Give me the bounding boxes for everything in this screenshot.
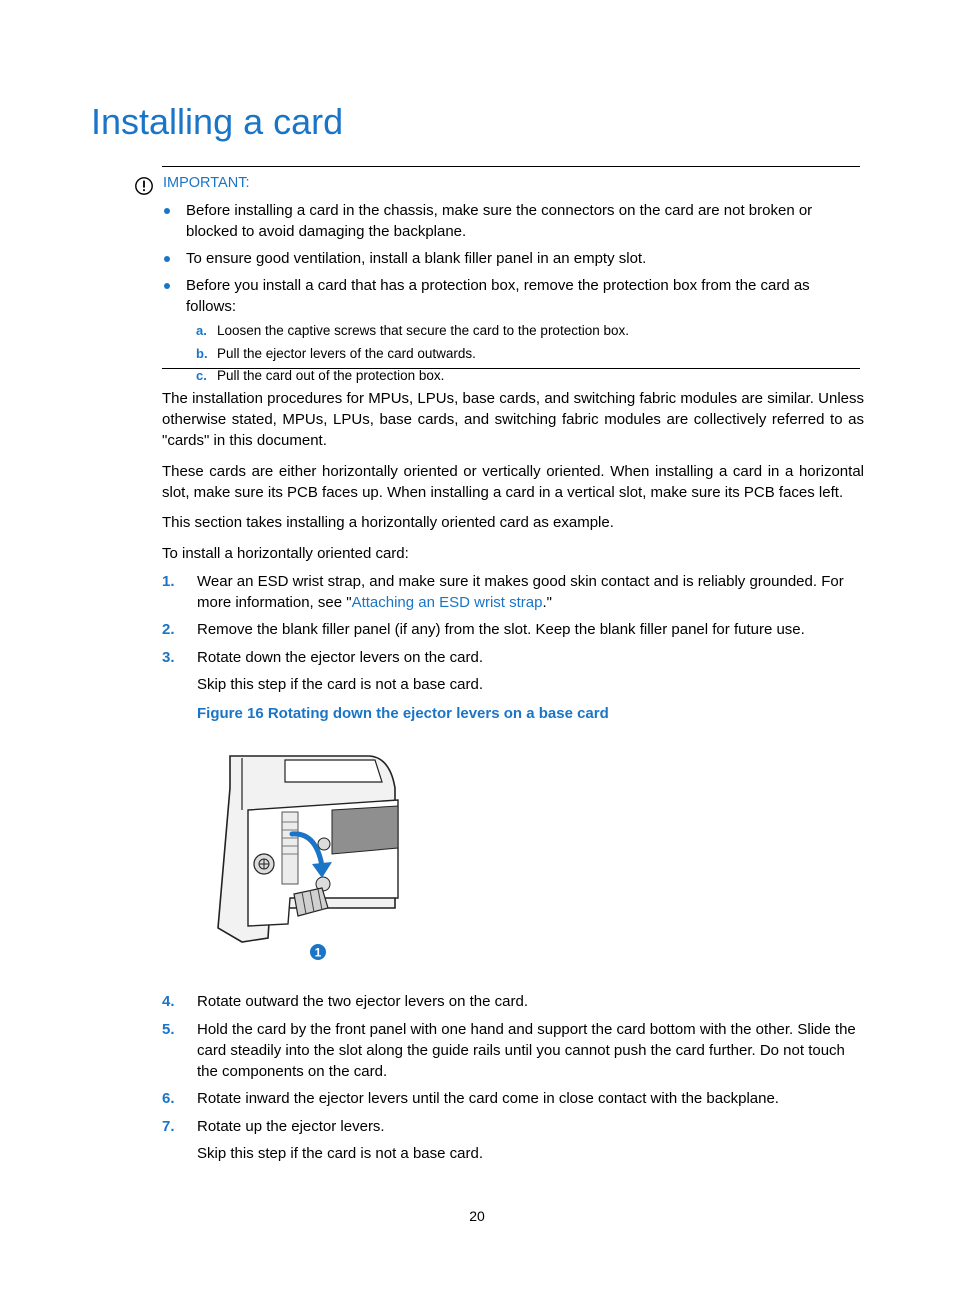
step-note: Skip this step if the card is not a base card. [197,1145,483,1162]
step-item: 2. Remove the blank filler panel (if any) from the slot. Keep the blank filler panel for future use. [162,621,805,638]
substep-item: b. Pull the ejector levers of the card outwards. [196,345,476,361]
important-bottom-rule [162,368,860,369]
step-item: 7. Rotate up the ejector levers. Skip this step if the card is not a base card. [162,1116,864,1164]
figure-caption: Figure 16 Rotating down the ejector levers on a base card [197,705,609,722]
procedure-lead: To install a horizontally oriented card: [162,545,409,562]
exclamation-circle-icon [134,176,154,196]
orientation-paragraph: These cards are either horizontally oriented or vertically oriented. When installing a card in a horizontal slot, make sure its PCB faces up. When installing a card in a vertical slot, make sure its PCB faces left. [162,463,864,501]
page-number: 20 [469,1208,485,1224]
steps-list-first [162,571,864,695]
list-item: Before installing a card in the chassis, make sure the connectors on the card are not broken or blocked to avoid damaging the backplane. [163,200,863,242]
step-note: Skip this step if the card is not a base card. [197,676,483,693]
protection-box-substeps [186,320,863,388]
important-bullet-list [163,200,863,394]
step-item: 1. Wear an ESD wrist strap, and make sure it makes good skin contact and is reliably grounded. For more information, see "Attaching an ESD wrist strap." [162,573,844,611]
bullet-dot [164,208,170,214]
list-item: Before you install a card that has a protection box, remove the protection box from the card as follows: a. Loosen the captive screws that secure the card to the protection box. b. Pull the ejector levers of the card outwards. c. Pull the card out of the protection box. [163,275,863,388]
intro-paragraph: The installation procedures for MPUs, LPUs, base cards, and switching fabric modules are similar. Unless otherwise stated, MPUs, LPUs, base cards, and switching fabric modules are collectively referred to as "cards" in this document. [162,390,864,449]
step-item: 4. Rotate outward the two ejector levers on the card. [162,993,529,1010]
step-item: 6. Rotate inward the ejector levers until the card come in close contact with the backplane. [162,1090,779,1107]
page-title: Installing a card [91,101,344,142]
substep-item: c. Pull the card out of the protection box. [196,368,445,383]
important-top-rule [162,166,860,167]
steps-list-second [162,991,864,1164]
bullet-dot [164,256,170,262]
step-item: 5. Hold the card by the front panel with one hand and support the card bottom with the other. Slide the card steadily into the slot along the guide rails until you cannot push the card further. Do not touch the components on the card. [162,1021,856,1080]
substep-item: a. Loosen the captive screws that secure the card to the protection box. [196,323,629,338]
figure-callout: 1 [314,945,322,960]
bullet-dot [164,283,170,289]
list-item: To ensure good ventilation, install a blank filler panel in an empty slot. [163,248,863,269]
example-paragraph: This section takes installing a horizontally oriented card as example. [162,514,614,531]
esd-wrist-strap-link[interactable]: Attaching an ESD wrist strap [351,594,543,611]
step-item: 3. Rotate down the ejector levers on the card. Skip this step if the card is not a base card. [162,647,864,695]
important-label: IMPORTANT: [163,175,250,191]
ejector-lever-figure [210,748,410,968]
